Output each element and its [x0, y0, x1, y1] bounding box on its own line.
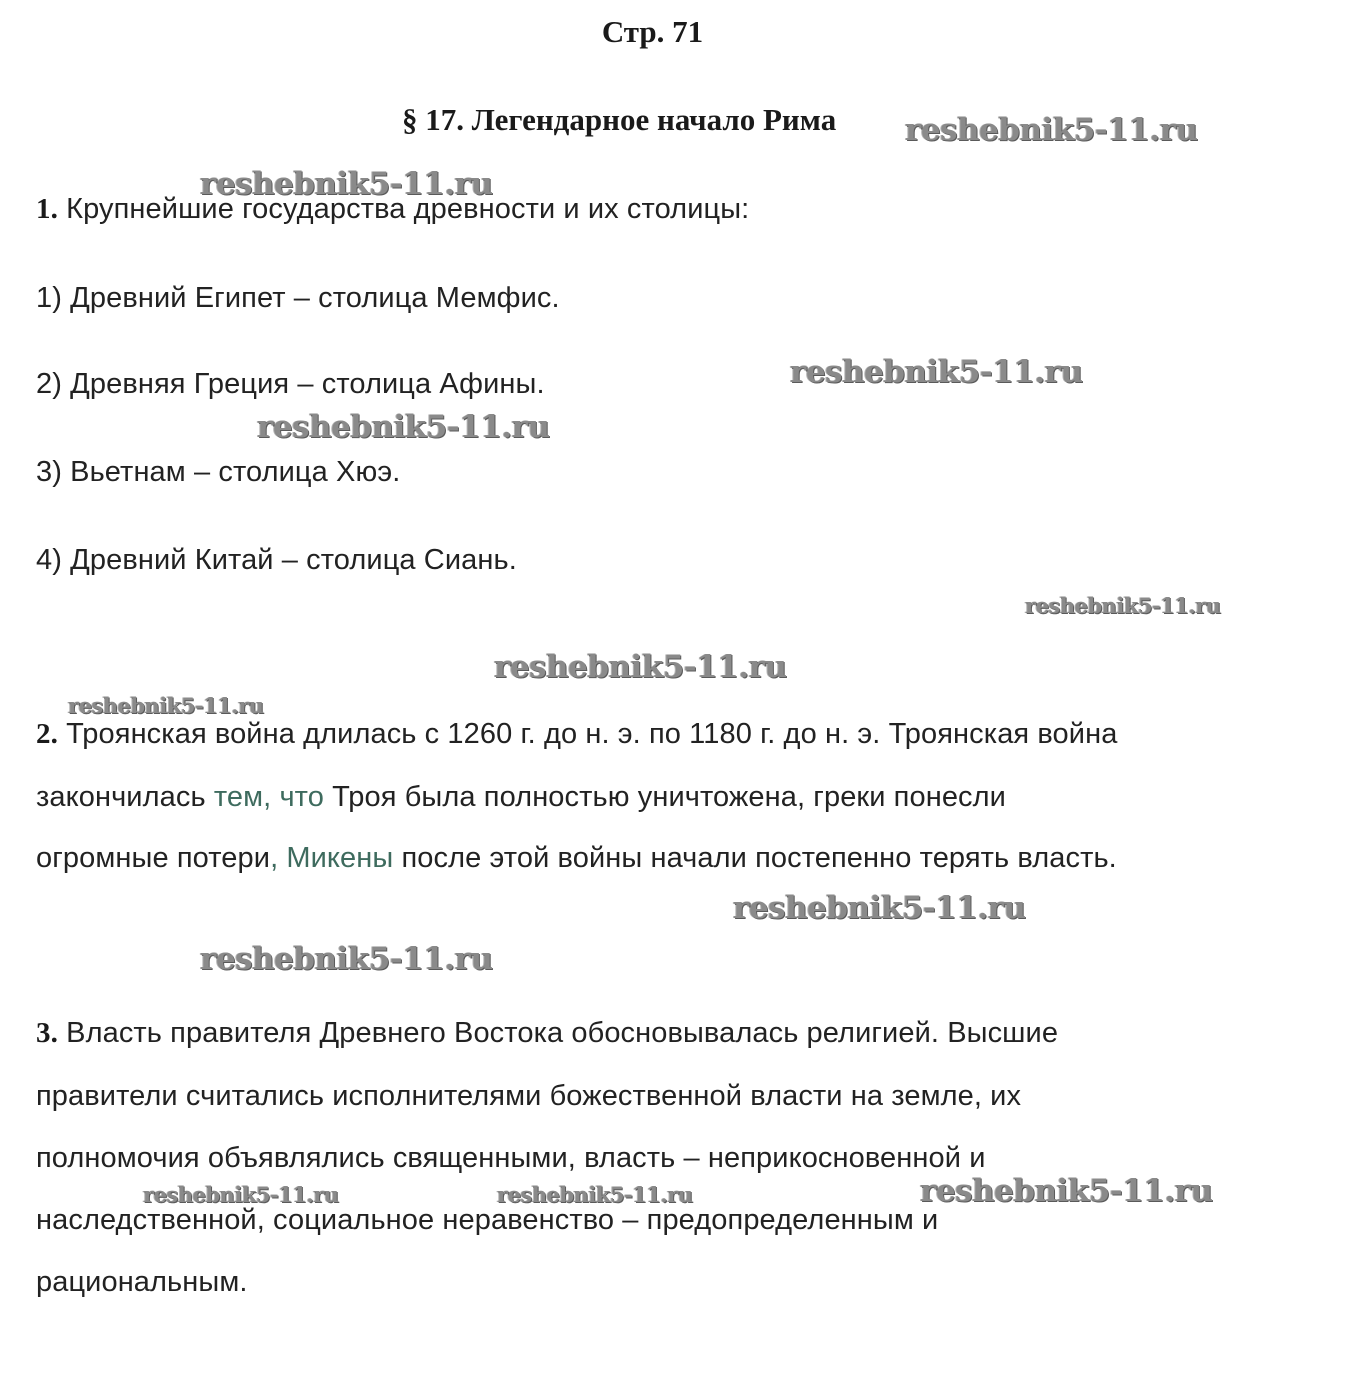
task1-intro-text: Крупнейшие государства древности и их столицы:	[66, 193, 750, 225]
watermark: reshebnik5-11.ru	[497, 1182, 693, 1207]
watermark: reshebnik5-11.ru	[920, 1173, 1213, 1209]
watermark: reshebnik5-11.ru	[733, 890, 1026, 926]
watermark: reshebnik5-11.ru	[257, 409, 550, 445]
task2-number: 2.	[36, 718, 58, 750]
watermark: reshebnik5-11.ru	[68, 693, 264, 718]
task1-item-4: 4) Древний Китай – столица Сиань.	[36, 544, 517, 576]
task1-number: 1.	[36, 193, 58, 225]
task2-line-2: закончилась тем, что Троя была полностью уничтожена, греки понесли	[36, 781, 1006, 813]
task1-item-3: 3) Вьетнам – столица Хюэ.	[36, 456, 401, 488]
task2-line-1: 2. Троянская война длилась с 1260 г. до н. э. по 1180 г. до н. э. Троянская война	[36, 718, 1118, 750]
task1-intro	[36, 193, 749, 226]
watermark: reshebnik5-11.ru	[905, 112, 1198, 148]
page-header: Стр. 71	[601, 14, 704, 49]
watermark: reshebnik5-11.ru	[790, 354, 1083, 390]
task1-item-2: 2) Древняя Греция – столица Афины.	[36, 368, 545, 400]
task3-line-4: наследственной, социальное неравенство – предопределенным и	[36, 1204, 939, 1236]
section-title: § 17. Легендарное начало Рима	[402, 102, 837, 137]
task3-line-5: рациональным.	[36, 1266, 248, 1298]
watermark: reshebnik5-11.ru	[494, 649, 787, 685]
watermark: reshebnik5-11.ru	[1025, 593, 1221, 618]
task3-number: 3.	[36, 1017, 58, 1049]
task3-line-2: правители считались исполнителями божественной власти на земле, их	[36, 1080, 1022, 1112]
task3-line-3: полномочия объявлялись священными, власть – неприкосновенной и	[36, 1142, 986, 1174]
watermark: reshebnik5-11.ru	[143, 1182, 339, 1207]
watermark: reshebnik5-11.ru	[200, 941, 493, 977]
task1-item-1: 1) Древний Египет – столица Мемфис.	[36, 282, 560, 314]
watermark: reshebnik5-11.ru	[200, 166, 493, 202]
task2-line-3: огромные потери, Микены после этой войны начали постепенно терять власть.	[36, 842, 1117, 874]
task3-line-1: 3. Власть правителя Древнего Востока обосновывалась религией. Высшие	[36, 1017, 1059, 1049]
